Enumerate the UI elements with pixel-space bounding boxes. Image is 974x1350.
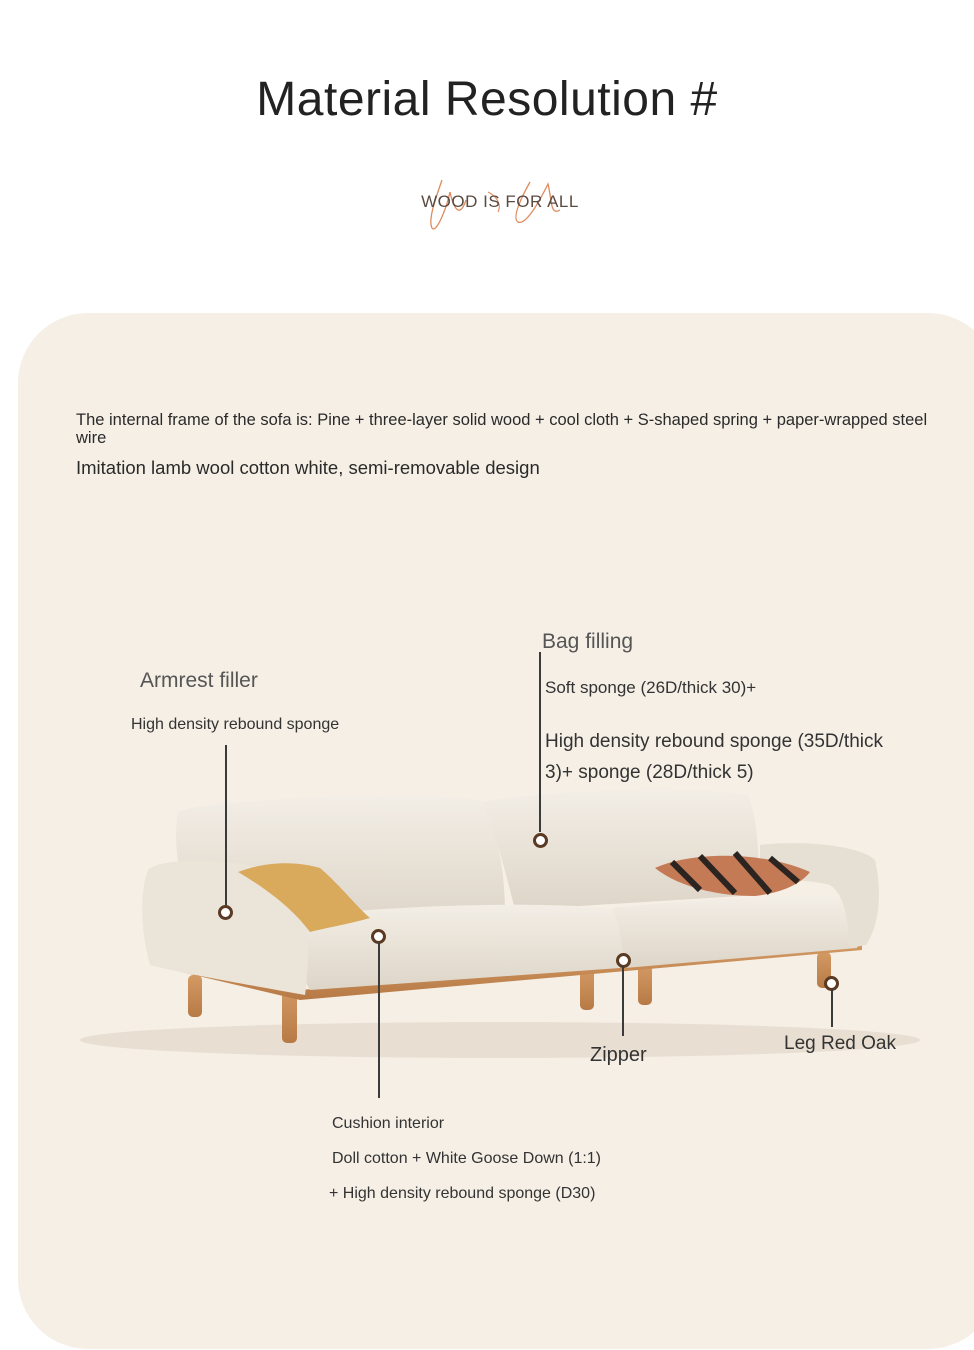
zipper-title: Zipper: [590, 1044, 647, 1066]
brand-subtitle: WOOD IS FOR ALL: [421, 192, 579, 211]
bag-line-3: 3)+ sponge (28D/thick 5): [545, 762, 754, 783]
fabric-description: Imitation lamb wool cotton white, semi-removable design: [76, 457, 540, 478]
cushion-line-1: Doll cotton + White Goose Down (1:1): [332, 1150, 602, 1167]
bag-leader-line: [539, 652, 541, 832]
leg-leader-line: [831, 989, 833, 1027]
cushion-leader-line: [378, 942, 380, 1098]
bag-title: Bag filling: [542, 630, 634, 653]
frame-description: The internal frame of the sofa is: Pine + three-layer solid wood + cool cloth + S-shaped spring + paper-wrapped steel wire: [76, 411, 928, 447]
page-title: Material Resolution #: [256, 73, 718, 126]
cushion-line-2: + High density rebound sponge (D30): [329, 1185, 596, 1202]
armrest-leader-line: [225, 745, 227, 910]
leg-title: Leg Red Oak: [784, 1033, 896, 1054]
zipper-leader-line: [622, 966, 624, 1036]
zipper-marker: [616, 953, 631, 968]
armrest-marker: [218, 905, 233, 920]
leg: [638, 965, 652, 1005]
bag-line-1: Soft sponge (26D/thick 30)+: [545, 678, 757, 697]
armrest-detail: High density rebound sponge: [131, 716, 340, 733]
cushion-title: Cushion interior: [332, 1115, 445, 1132]
bag-line-2: High density rebound sponge (35D/thick: [545, 731, 883, 752]
leg: [188, 975, 202, 1017]
armrest-title: Armrest filler: [140, 669, 258, 692]
bag-marker: [533, 833, 548, 848]
